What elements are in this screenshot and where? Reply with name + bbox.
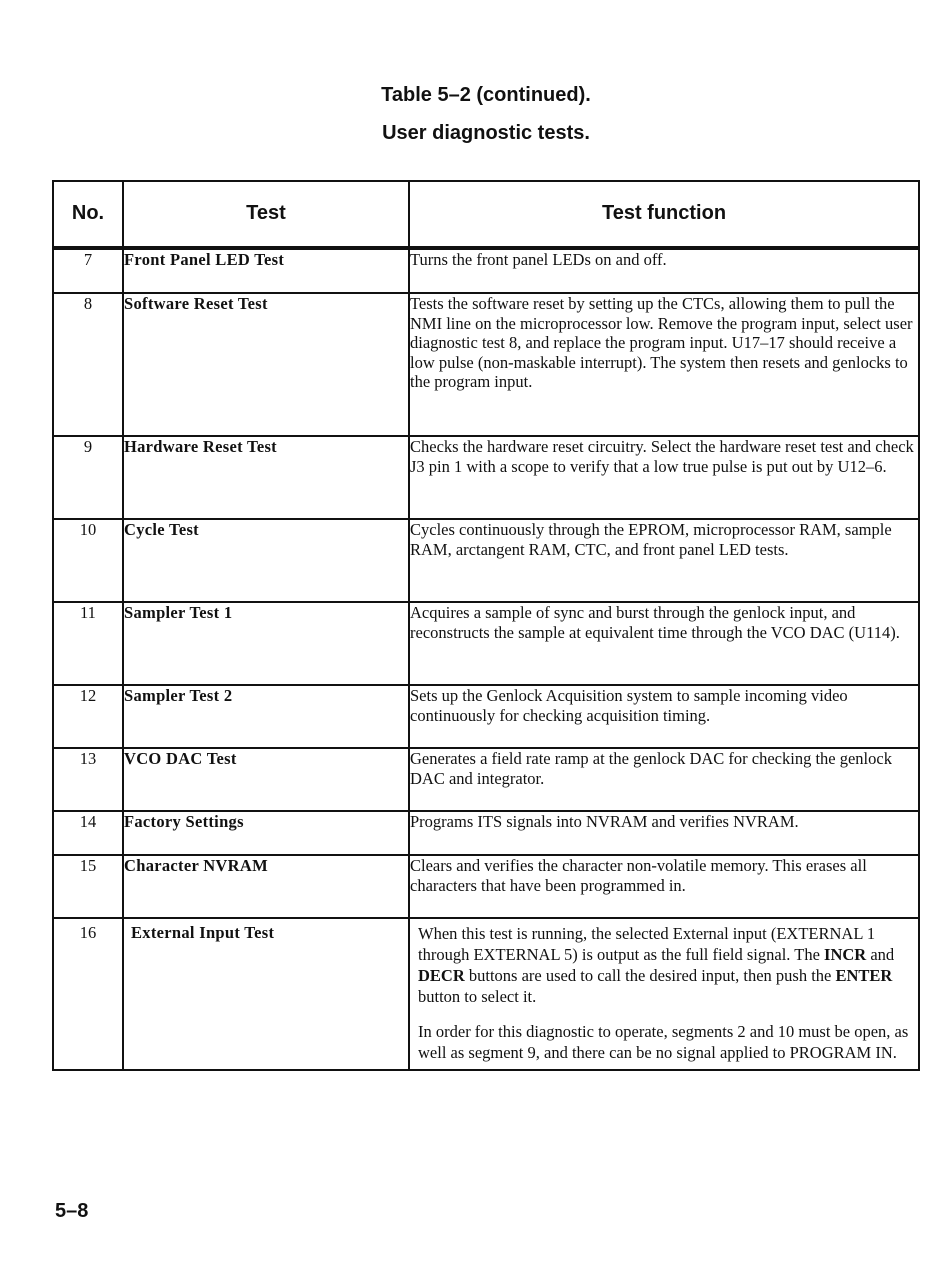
row-number: 13: [53, 748, 123, 811]
diagnostic-tests-table: [52, 180, 920, 1071]
row-number: 10: [53, 519, 123, 602]
row-test-function: [409, 918, 919, 1070]
row-test-name: Character NVRAM: [123, 855, 409, 918]
row-test-function: Tests the software reset by setting up the CTCs, allowing them to pull the NMI line on the microprocessor low. Remove the program input, select user diagnostic test 8, and replace the program input. U17–17 should receive a low pulse (non-maskable interrupt). The system then resets and genlocks to the program input.: [409, 293, 919, 436]
function-text: and: [866, 945, 895, 964]
row-number: 15: [53, 855, 123, 918]
row-test-name: Software Reset Test: [123, 293, 409, 436]
function-text: When this test is running, the selected External input (EXTERNAL 1 through EXTERNAL 5) is output as the full field signal. The: [418, 924, 876, 964]
row-number: 16: [53, 918, 123, 1070]
row-test-function: Programs ITS signals into NVRAM and verifies NVRAM.: [409, 811, 919, 855]
function-paragraph-1: [418, 923, 918, 1007]
row-test-function: Generates a field rate ramp at the genlock DAC for checking the genlock DAC and integrator.: [409, 748, 919, 811]
row-test-function: Sets up the Genlock Acquisition system to sample incoming video continuously for checking acquisition timing.: [409, 685, 919, 748]
header-test: Test: [123, 181, 409, 248]
row-test-name: Sampler Test 2: [123, 685, 409, 748]
page-number: 5–8: [55, 1200, 89, 1222]
enter-button-label: ENTER: [835, 966, 893, 985]
row-test-name: Sampler Test 1: [123, 602, 409, 685]
row-test-function: Acquires a sample of sync and burst through the genlock input, and reconstructs the sample at equivalent time through the VCO DAC (U114).: [409, 602, 919, 685]
row-number: 9: [53, 436, 123, 519]
row-test-function: Cycles continuously through the EPROM, microprocessor RAM, sample RAM, arctangent RAM, CTC, and front panel LED tests.: [409, 519, 919, 602]
function-text: button to select it.: [418, 987, 537, 1006]
row-number: 7: [53, 248, 123, 293]
table-row: [53, 918, 919, 1070]
table-row: [53, 811, 919, 855]
table-row: [53, 248, 919, 293]
row-test-function: Checks the hardware reset circuitry. Select the hardware reset test and check J3 pin 1 with a scope to verify that a low true pulse is put out by U12–6.: [409, 436, 919, 519]
function-paragraph-2: In order for this diagnostic to operate, segments 2 and 10 must be open, as well as segment 9, and there can be no signal applied to PROGRAM IN.: [418, 1022, 909, 1062]
row-test-function: Turns the front panel LEDs on and off.: [409, 248, 919, 293]
header-no: No.: [53, 181, 123, 248]
row-test-function: Clears and verifies the character non-volatile memory. This erases all characters that have been programmed in.: [409, 855, 919, 918]
table-row: [53, 685, 919, 748]
row-test-name: External Input Test: [123, 918, 409, 1070]
table-caption-subtitle: User diagnostic tests.: [382, 122, 590, 144]
table-row: [53, 748, 919, 811]
header-test-function: Test function: [409, 181, 919, 248]
decr-button-label: DECR: [418, 966, 465, 985]
row-test-name: Factory Settings: [123, 811, 409, 855]
row-test-name: VCO DAC Test: [123, 748, 409, 811]
row-number: 12: [53, 685, 123, 748]
table-row: [53, 855, 919, 918]
function-text: buttons are used to call the desired input, then push the: [464, 966, 836, 985]
table-row: [53, 293, 919, 436]
row-test-name: Hardware Reset Test: [123, 436, 409, 519]
row-number: 8: [53, 293, 123, 436]
table-row: [53, 436, 919, 519]
row-number: 11: [53, 602, 123, 685]
row-number: 14: [53, 811, 123, 855]
row-test-name: Front Panel LED Test: [123, 248, 409, 293]
table-row: [53, 602, 919, 685]
table-caption-title: Table 5–2 (continued).: [381, 84, 591, 106]
row-test-name: Cycle Test: [123, 519, 409, 602]
table-header-row: [53, 181, 919, 248]
incr-button-label: INCR: [824, 945, 867, 964]
table-row: [53, 519, 919, 602]
